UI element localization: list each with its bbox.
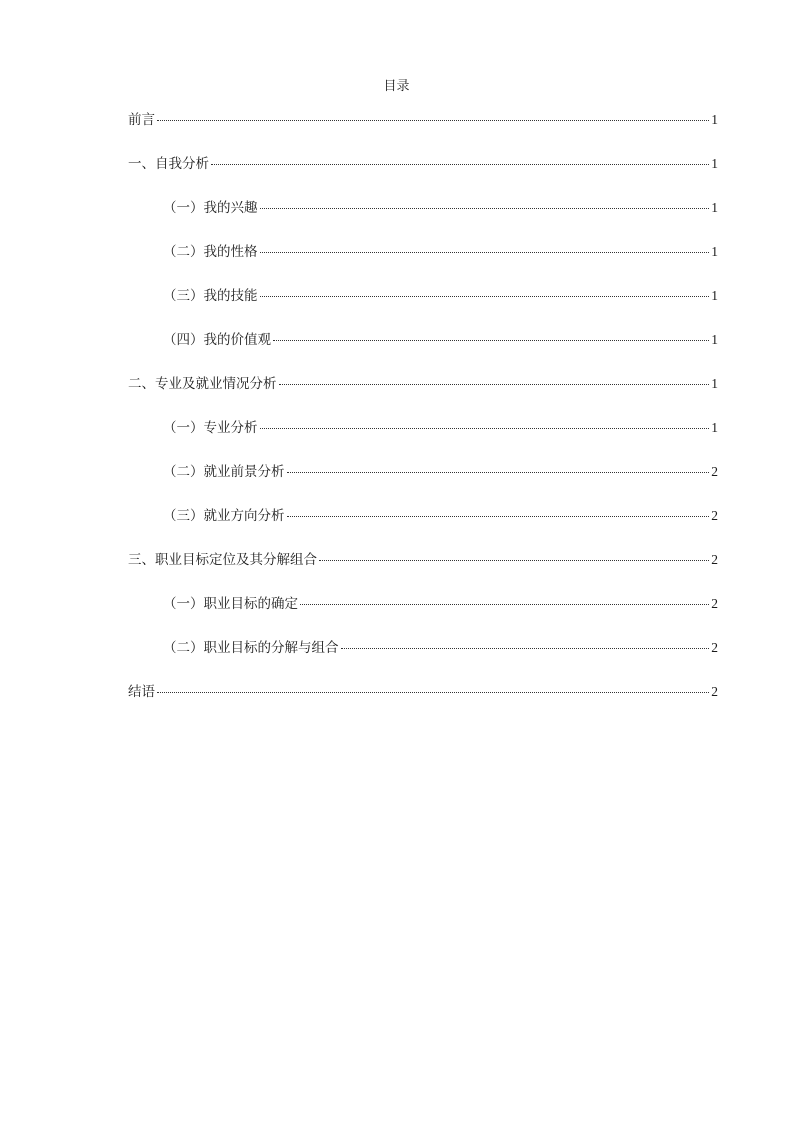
toc-entry-text: （一）专业分析: [163, 420, 258, 436]
toc-entry[interactable]: [128, 419, 718, 463]
toc-page-number: 1: [711, 156, 718, 171]
toc-page-number: 2: [711, 596, 718, 611]
toc-entry[interactable]: [128, 639, 718, 683]
toc-page-number: 2: [711, 640, 718, 655]
toc-entry-text: （三）就业方向分析: [163, 508, 285, 524]
dot-leader: [287, 516, 710, 517]
toc-entry-text: （一）我的兴趣: [163, 200, 258, 216]
dot-leader: [319, 560, 709, 561]
toc-entry-text: （四）我的价值观: [163, 332, 271, 348]
toc-list: [128, 111, 718, 727]
toc-entry-text: （二）职业目标的分解与组合: [163, 640, 339, 656]
dot-leader: [211, 164, 709, 165]
toc-page-number: 2: [711, 464, 718, 479]
toc-page-number: 1: [711, 244, 718, 259]
toc-entry-text: 二、专业及就业情况分析: [128, 376, 277, 392]
dot-leader: [300, 604, 709, 605]
dot-leader: [260, 428, 710, 429]
toc-entry[interactable]: [128, 683, 718, 727]
toc-page-number: 1: [711, 420, 718, 435]
toc-entry-text: 结语: [128, 684, 155, 700]
toc-page-number: 1: [711, 200, 718, 215]
toc-entry[interactable]: [128, 507, 718, 551]
toc-entry-text: （二）就业前景分析: [163, 464, 285, 480]
toc-entry[interactable]: [128, 155, 718, 199]
toc-page-number: 1: [711, 288, 718, 303]
toc-entry[interactable]: [128, 331, 718, 375]
toc-entry[interactable]: [128, 463, 718, 507]
dot-leader: [260, 296, 710, 297]
dot-leader: [287, 472, 710, 473]
toc-entry[interactable]: [128, 287, 718, 331]
dot-leader: [273, 340, 709, 341]
dot-leader: [279, 384, 710, 385]
toc-entry[interactable]: [128, 595, 718, 639]
toc-entry-text: 三、职业目标定位及其分解组合: [128, 552, 317, 568]
toc-page-number: 1: [711, 376, 718, 391]
toc-page-number: 1: [711, 112, 718, 127]
dot-leader: [157, 120, 709, 121]
toc-entry[interactable]: [128, 199, 718, 243]
toc-entry[interactable]: [128, 243, 718, 287]
toc-entry-text: 前言: [128, 112, 155, 128]
toc-page-number: 2: [711, 684, 718, 699]
toc-page-number: 2: [711, 552, 718, 567]
dot-leader: [260, 208, 710, 209]
toc-entry[interactable]: [128, 111, 718, 155]
toc-page-number: 2: [711, 508, 718, 523]
toc-title: 目录: [383, 79, 410, 94]
toc-entry[interactable]: [128, 551, 718, 595]
toc-entry-text: （三）我的技能: [163, 288, 258, 304]
dot-leader: [260, 252, 710, 253]
toc-entry-text: 一、自我分析: [128, 156, 209, 172]
toc-entry-text: （二）我的性格: [163, 244, 258, 260]
toc-entry[interactable]: [128, 375, 718, 419]
toc-page-number: 1: [711, 332, 718, 347]
dot-leader: [157, 692, 709, 693]
dot-leader: [341, 648, 710, 649]
toc-entry-text: （一）职业目标的确定: [163, 596, 298, 612]
